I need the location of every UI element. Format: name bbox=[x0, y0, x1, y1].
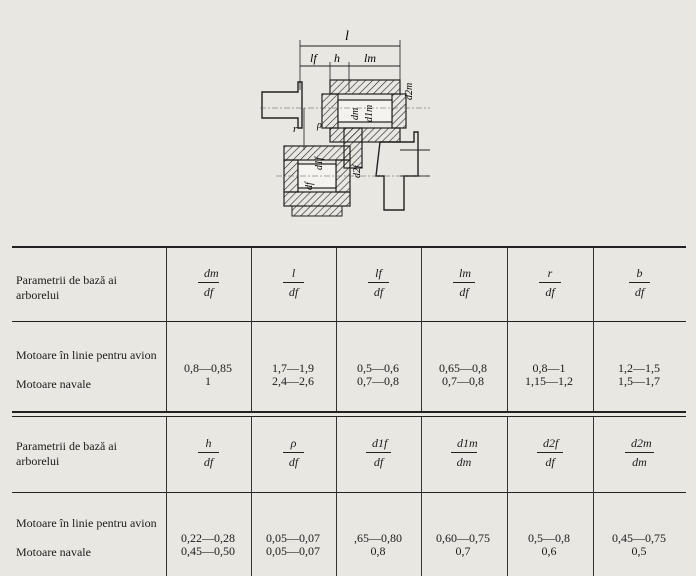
table1-header-rule bbox=[12, 321, 686, 322]
t1-col-5-values bbox=[507, 362, 591, 388]
fraction-numerator: dm bbox=[198, 266, 219, 283]
fraction-numerator: ρ bbox=[283, 436, 304, 453]
fraction-numerator: d1f bbox=[366, 436, 391, 453]
t2-col-6-values bbox=[597, 532, 681, 558]
fraction-numerator: b bbox=[629, 266, 650, 283]
fraction-numerator: d1m bbox=[451, 436, 477, 453]
fraction-numerator: r bbox=[539, 266, 561, 283]
lbl-rho: ρ bbox=[317, 120, 322, 131]
t2-col-1-fraction bbox=[166, 436, 251, 470]
value-marine: 0,7 bbox=[455, 544, 471, 558]
fraction-numerator: d2m bbox=[625, 436, 654, 453]
crankshaft-drawing bbox=[0, 0, 696, 236]
lbl-d1m: d1m bbox=[364, 104, 375, 122]
fraction-denominator: df bbox=[545, 285, 555, 299]
table2-row-label-marine: Motoare navale bbox=[16, 545, 91, 559]
value-marine: 0,45—0,50 bbox=[181, 544, 235, 558]
value-marine: 1 bbox=[205, 374, 211, 388]
dim-h-label: h bbox=[334, 51, 340, 65]
value-marine: 0,8 bbox=[370, 544, 386, 558]
table1-row-label-marine: Motoare navale bbox=[16, 377, 91, 391]
fraction-denominator: df bbox=[203, 455, 214, 469]
dim-lf-label: lf bbox=[310, 51, 317, 65]
value-marine: 0,05—0,07 bbox=[266, 544, 320, 558]
fraction-numerator: lm bbox=[453, 266, 475, 283]
fraction-denominator: df bbox=[373, 285, 384, 299]
fraction-numerator: l bbox=[283, 266, 304, 283]
fraction-denominator: df bbox=[288, 455, 299, 469]
fraction-denominator: df bbox=[459, 285, 469, 299]
lbl-df: df bbox=[304, 182, 315, 190]
value-marine: 0,7—0,8 bbox=[442, 374, 484, 388]
fraction-denominator: df bbox=[373, 455, 384, 469]
value-aviation: 0,60—0,75 bbox=[436, 531, 490, 545]
dim-l-label: l bbox=[345, 29, 349, 44]
lbl-d1f: d1f bbox=[314, 157, 325, 170]
t1-col-3-fraction bbox=[336, 266, 421, 300]
t1-col-4-fraction bbox=[421, 266, 507, 300]
t2-col-6-fraction bbox=[593, 436, 686, 470]
t2-col-3-fraction bbox=[336, 436, 421, 470]
table1-bottom-rule bbox=[12, 411, 686, 413]
fraction-denominator: dm bbox=[456, 455, 472, 469]
t1-col-1-fraction bbox=[166, 266, 251, 300]
fraction-denominator: df bbox=[545, 455, 555, 469]
t1-col-4-values bbox=[421, 362, 505, 388]
table1-header-label: Parametrii de bază ai arborelui bbox=[16, 273, 117, 302]
value-marine: 1,5—1,7 bbox=[618, 374, 660, 388]
table2-top-rule bbox=[12, 416, 686, 417]
lbl-r: r bbox=[293, 123, 298, 135]
t2-col-2-values bbox=[251, 532, 335, 558]
fraction-numerator: lf bbox=[368, 266, 389, 283]
value-aviation: 0,5—0,6 bbox=[357, 361, 399, 375]
fraction-numerator: d2f bbox=[537, 436, 563, 453]
table2-header-label: Parametrii de bază ai arborelui bbox=[16, 439, 117, 468]
t1-col-2-values bbox=[251, 362, 335, 388]
value-aviation: 0,45—0,75 bbox=[612, 531, 666, 545]
fraction-denominator: dm bbox=[632, 455, 647, 469]
table2-header-rule bbox=[12, 492, 686, 493]
t1-col-3-values bbox=[336, 362, 420, 388]
table2-row-label-aviation: Motoare în linie pentru avion bbox=[16, 516, 157, 530]
dim-lm-label: lm bbox=[364, 51, 376, 65]
value-aviation: ,65—0,80 bbox=[354, 531, 402, 545]
t1-col-5-fraction bbox=[507, 266, 593, 300]
value-marine: 0,5 bbox=[631, 544, 647, 558]
table1-row-label-aviation: Motoare în linie pentru avion bbox=[16, 348, 157, 362]
t2-col-4-values bbox=[421, 532, 505, 558]
lbl-d2f: d2f bbox=[352, 165, 363, 178]
value-marine: 1,15—1,2 bbox=[525, 374, 573, 388]
lbl-dm: dm bbox=[350, 107, 361, 120]
t2-col-5-fraction bbox=[507, 436, 593, 470]
fraction-denominator: df bbox=[203, 285, 214, 299]
t1-col-2-fraction bbox=[251, 266, 336, 300]
value-aviation: 0,8—1 bbox=[532, 361, 566, 375]
t2-col-5-values bbox=[507, 532, 591, 558]
value-aviation: 0,65—0,8 bbox=[439, 361, 487, 375]
value-marine: 0,6 bbox=[541, 544, 557, 558]
t1-col-6-fraction bbox=[593, 266, 686, 300]
value-aviation: 0,5—0,8 bbox=[528, 531, 570, 545]
t1-col-6-values bbox=[597, 362, 681, 388]
t2-col-2-fraction bbox=[251, 436, 336, 470]
value-aviation: 1,2—1,5 bbox=[618, 361, 660, 375]
value-marine: 2,4—2,6 bbox=[272, 374, 314, 388]
fraction-denominator: df bbox=[634, 285, 645, 299]
t2-col-1-values bbox=[166, 532, 250, 558]
value-marine: 0,7—0,8 bbox=[357, 374, 399, 388]
fraction-denominator: df bbox=[288, 285, 299, 299]
value-aviation: 0,05—0,07 bbox=[266, 531, 320, 545]
table1-top-rule bbox=[12, 246, 686, 248]
value-aviation: 0,22—0,28 bbox=[181, 531, 235, 545]
value-aviation: 1,7—1,9 bbox=[272, 361, 314, 375]
t2-col-4-fraction bbox=[421, 436, 507, 470]
lbl-d2m: d2m bbox=[404, 82, 415, 100]
fraction-numerator: h bbox=[198, 436, 219, 453]
t2-col-3-values bbox=[336, 532, 420, 558]
value-aviation: 0,8—0,85 bbox=[184, 361, 232, 375]
t1-col-1-values bbox=[166, 362, 250, 388]
